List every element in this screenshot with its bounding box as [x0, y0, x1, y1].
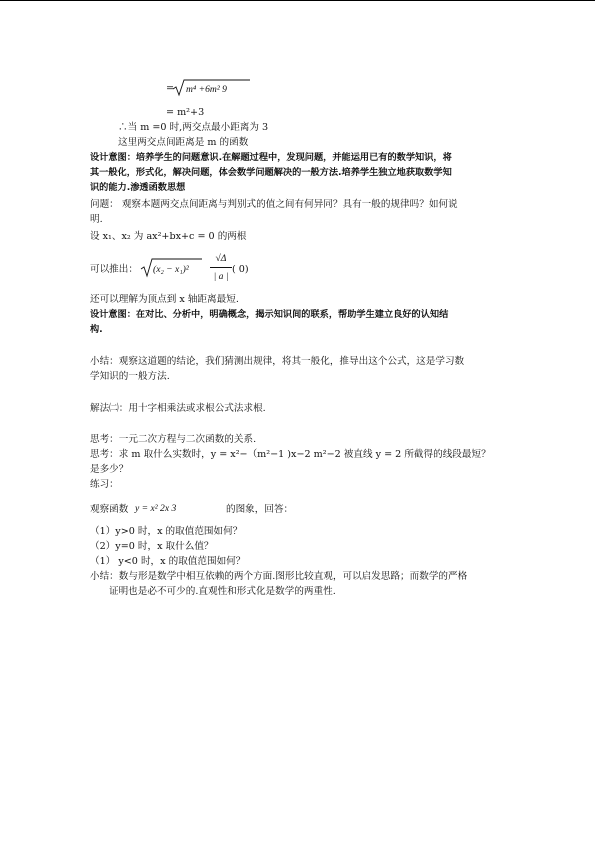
question-item-2: （2）y=0 时，x 取什么值？: [90, 541, 214, 552]
question-item-1: （1）y>0 时，x 的取值范围如何？: [90, 526, 243, 537]
think-1-line: 思考：一元二次方程与二次函数的关系.: [90, 434, 257, 445]
design-intent-2-line-b: 构.: [90, 324, 103, 335]
question-line-a: 问题： 观察本题两交点间距离与判别式的值之间有何异同？具有一般的规律吗？如何说: [90, 199, 458, 210]
deduce-tail: ( 0): [232, 264, 249, 275]
equation-radicand-1: m⁴ +6m² 9: [186, 84, 227, 95]
equals-sign: =: [166, 83, 175, 94]
practice-heading: 练习：: [90, 479, 119, 490]
design-intent-2-line-a: 设计意图：在对比、分析中，明确概念，揭示知识间的联系，帮助学生建立良好的认知结: [90, 309, 449, 320]
deduce-label: 可以推出：: [90, 264, 138, 275]
function-note: 这里两交点间距离是 m 的函数: [118, 137, 249, 148]
summary-2-line-a: 小结：数与形是数学中相互依赖的两个方面.图形比较直观，可以启发思路；而数学的严格: [90, 571, 468, 582]
think-2-line-b: 是多少？: [90, 464, 129, 475]
method-2-line: 解法㈡：用十字相乘法或求根公式法求根.: [90, 403, 266, 414]
deduce-radicand: (x₂ − x₁)²: [153, 264, 189, 275]
think-2-line-a: 思考：求 m 取什么实数时，y = x²−（m²−1 )x−2 m²−2 被直线 y = 2 所截得的线段最短？: [90, 449, 491, 460]
summary-2-line-b: 证明也是必不可少的.直观性和形式化是数学的两重性.: [109, 586, 336, 597]
fraction-numerator: √Δ: [215, 253, 227, 264]
design-intent-1-line-a: 设计意图：培养学生的问题意识.在解题过程中，发现问题，并能运用已有的数学知识，将: [90, 152, 452, 163]
equation-line-2: = m²+3: [166, 107, 205, 118]
summary-1-line-b: 学知识的一般方法.: [90, 371, 170, 382]
assume-roots-line: 设 x₁、x₂ 为 ax²+bx+c = 0 的两根: [90, 231, 247, 242]
vertex-note: 还可以理解为顶点到 x 轴距离最短.: [90, 294, 239, 305]
question-line-b: 明.: [90, 214, 103, 225]
fraction-denominator: | a |: [213, 271, 229, 282]
observe-tail: 的图象，回答：: [226, 504, 294, 515]
design-intent-1-line-c: 识的能力.渗透函数思想: [90, 182, 186, 193]
observe-label: 观察函数: [90, 504, 129, 515]
page-top-rule: [0, 0, 595, 1]
design-intent-1-line-b: 其一般化，形式化，解决问题，体会数学问题解决的一般方法.培养学生独立地获取数学知: [90, 167, 452, 178]
therefore-line: ∴当 m =0 时,两交点最小距离为 3: [118, 122, 269, 133]
observe-formula: y = x² 2x 3: [135, 503, 177, 514]
question-item-3: （1） y<0 时，x 的取值范围如何？: [90, 556, 246, 567]
summary-1-line-a: 小结：观察这道题的结论，我们猜测出规律，将其一般化，推导出这个公式，这是学习数: [90, 356, 465, 367]
fraction-bar: [210, 267, 232, 268]
